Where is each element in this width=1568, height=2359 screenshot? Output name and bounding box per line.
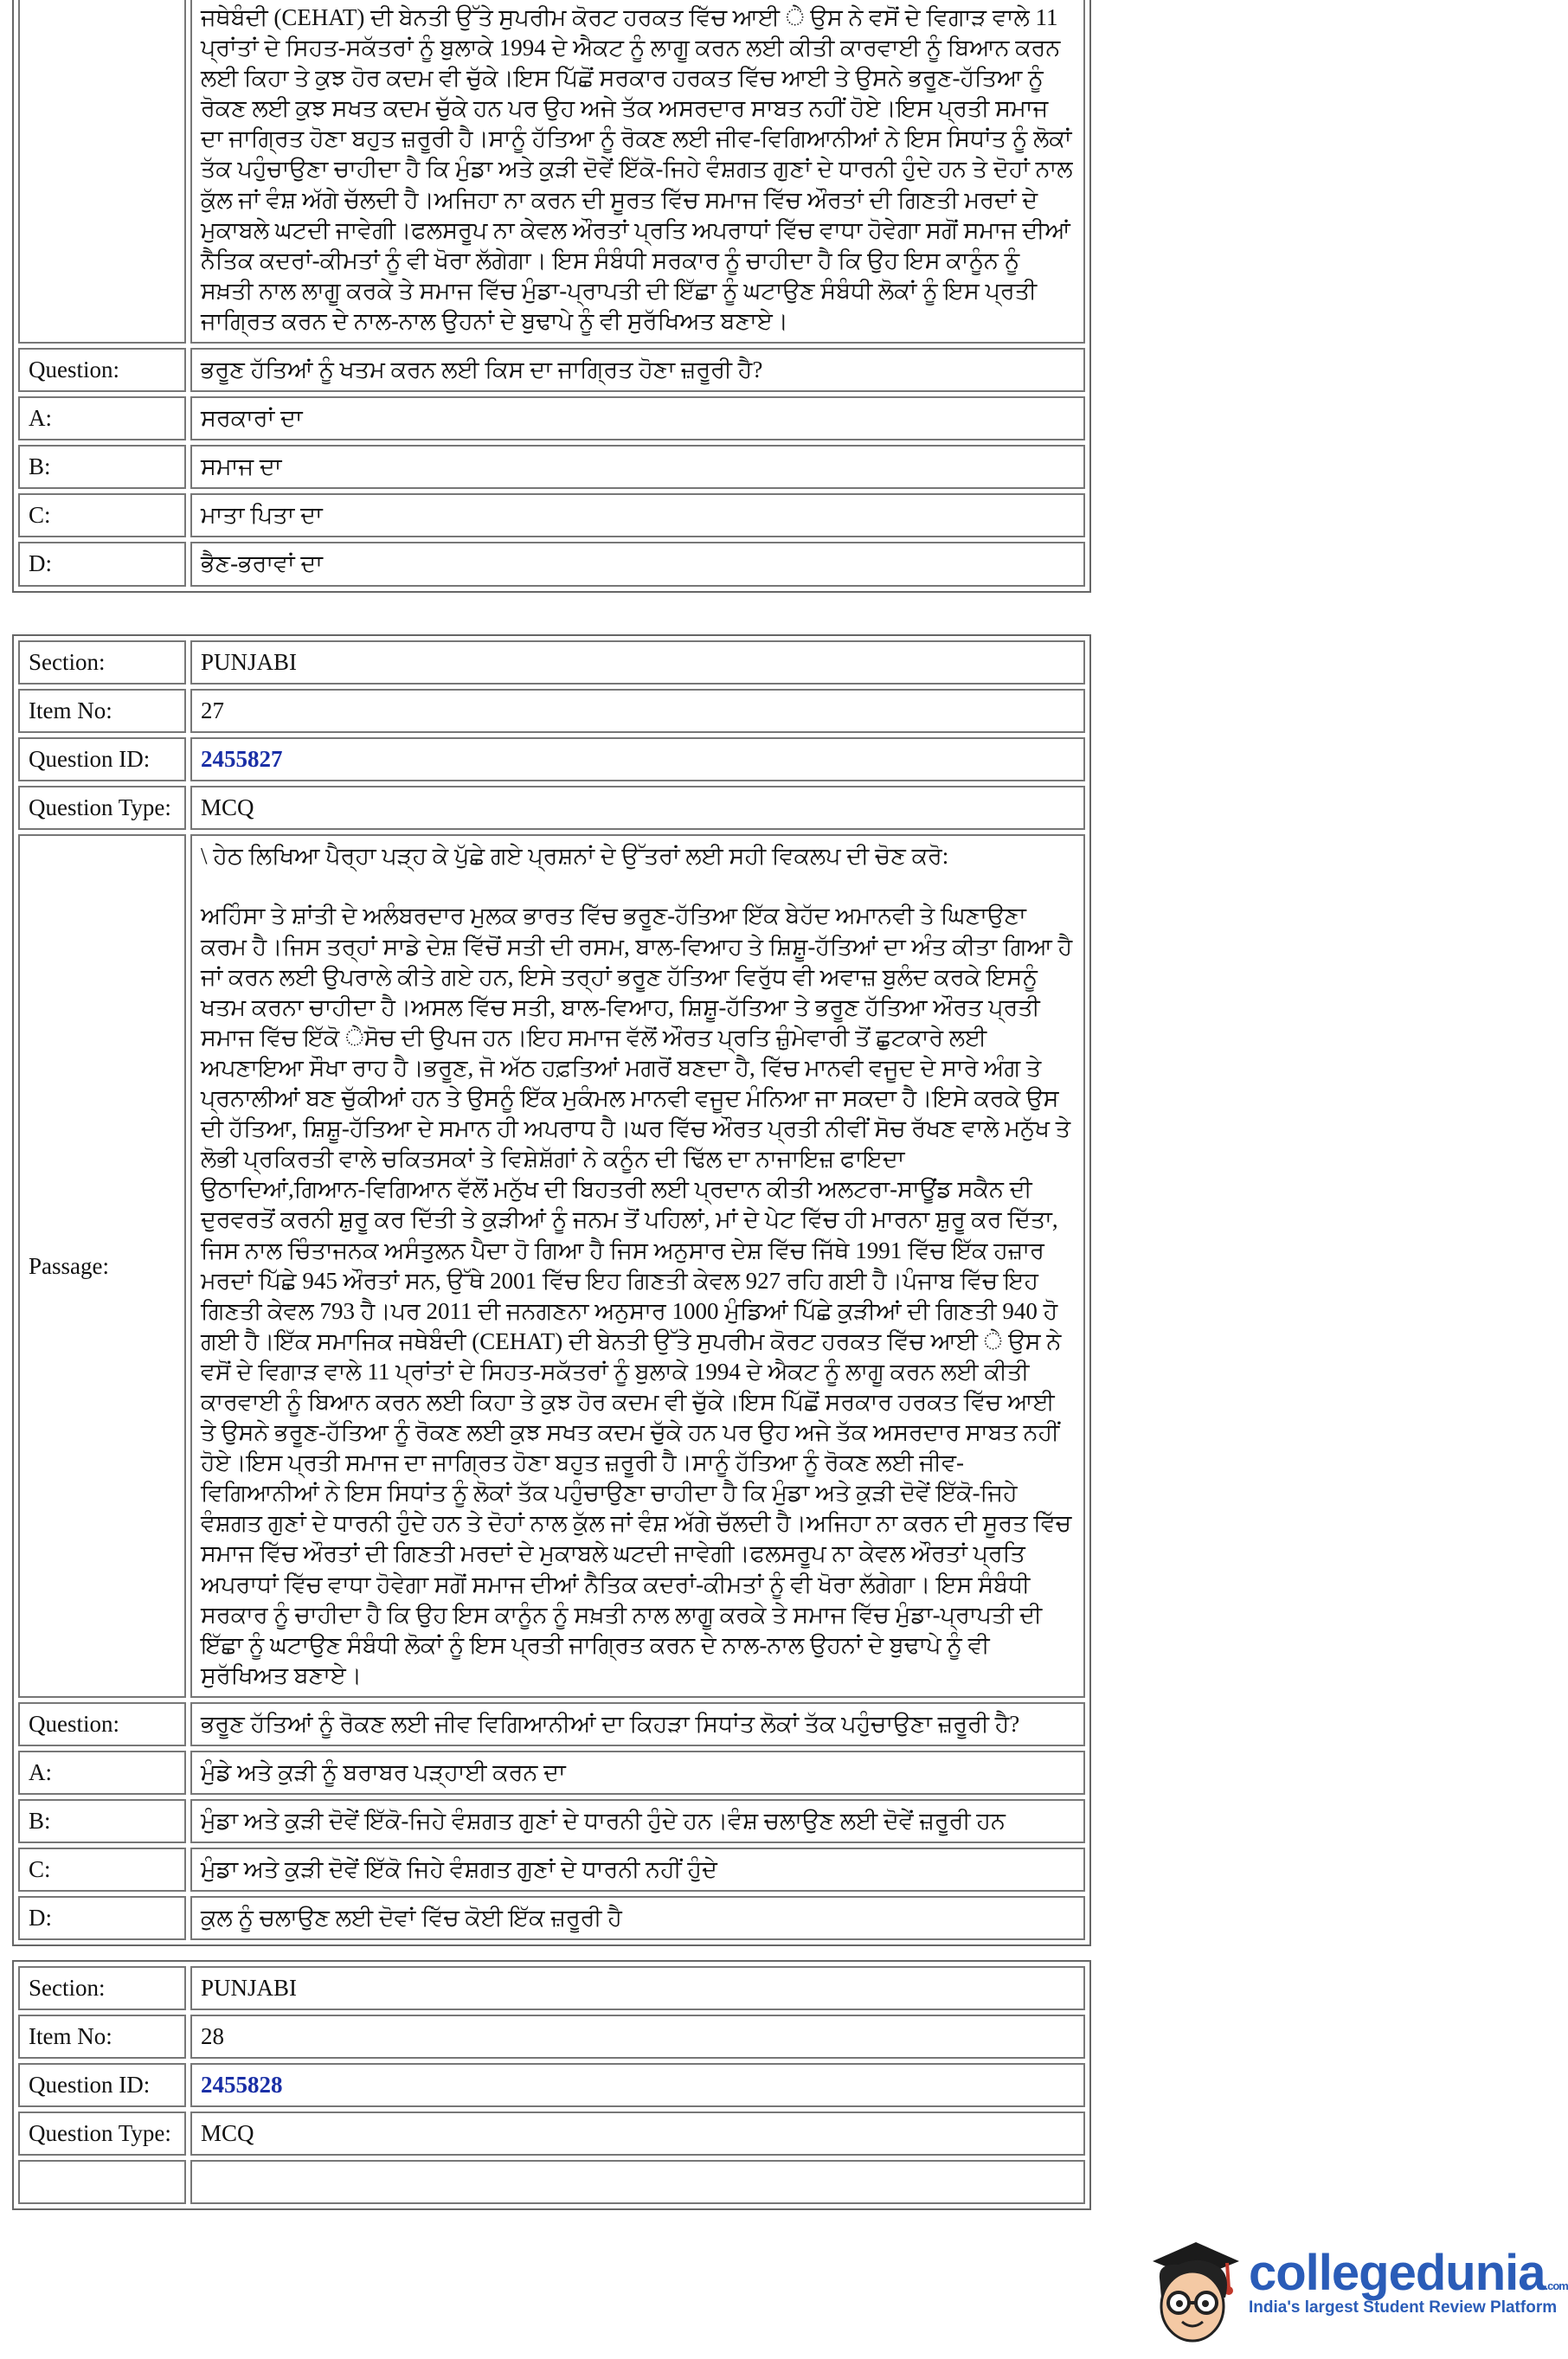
question-block-26	[12, 0, 1091, 593]
question-label: Question:	[18, 348, 186, 392]
passage-cell	[190, 2160, 1085, 2204]
option-text: ਮੁੰਡਾ ਅਤੇ ਕੁੜੀ ਦੋਵੇਂ ਇੱਕੋ ਜਿਹੇ ਵੰਸ਼ਗਤ ਗੁਣਾਂ ਦੇ ਧਾਰਨੀ ਨਹੀਂ ਹੁੰਦੇ	[190, 1848, 1085, 1892]
question-type-row	[18, 786, 1085, 830]
brand-tagline: India's largest Student Review Platform	[1249, 2298, 1558, 2317]
section-value: PUNJABI	[190, 1966, 1085, 2010]
option-row-a	[18, 1751, 1085, 1795]
option-label: A:	[18, 1751, 186, 1795]
question-block-27	[12, 634, 1091, 1946]
passage-instruction: \ ਹੇਠ ਲਿਖਿਆ ਪੈਰ੍ਹਾ ਪੜ੍ਹ ਕੇ ਪੁੱਛੇ ਗਏ ਪ੍ਰਸ਼ਨਾਂ ਦੇ ਉੱਤਰਾਂ ਲਈ ਸਹੀ ਵਿਕਲਪ ਦੀ ਚੋਣ ਕਰੋ:	[201, 843, 949, 870]
question-type-row	[18, 2112, 1085, 2156]
question-text: ਭਰੂਣ ਹੱਤਿਆਂ ਨੂੰ ਰੋਕਣ ਲਈ ਜੀਵ ਵਿਗਿਆਨੀਆਂ ਦਾ ਕਿਹੜਾ ਸਿਧਾਂਤ ਲੋਕਾਂ ਤੱਕ ਪਹੁੰਚਾਉਣਾ ਜ਼ਰੂਰੀ ਹੈ?	[190, 1702, 1085, 1746]
option-text: ਕੁਲ ਨੂੰ ਚਲਾਉਣ ਲਈ ਦੋਵਾਂ ਵਿੱਚ ਕੋਈ ਇੱਕ ਜ਼ਰੂਰੀ ਹੈ	[190, 1896, 1085, 1940]
question-type-label: Question Type:	[18, 786, 186, 830]
section-row	[18, 1966, 1085, 2010]
passage-row	[18, 834, 1085, 1698]
item-no-value: 27	[190, 689, 1085, 733]
question-text: ਭਰੂਣ ਹੱਤਿਆਂ ਨੂੰ ਖਤਮ ਕਰਨ ਲਈ ਕਿਸ ਦਾ ਜਾਗ੍ਰਿਤ ਹੋਣਾ ਜ਼ਰੂਰੀ ਹੈ?	[190, 348, 1085, 392]
passage-cell	[190, 0, 1085, 344]
question-id-label: Question ID:	[18, 2063, 186, 2107]
passage-label: Passage:	[18, 834, 186, 1698]
section-label: Section:	[18, 640, 186, 685]
question-id-row	[18, 737, 1085, 781]
question-id-value: 2455828	[201, 2072, 283, 2099]
brand-suffix: .com	[1545, 2279, 1568, 2292]
passage-text: ਅਹਿੰਸਾ ਤੇ ਸ਼ਾਂਤੀ ਦੇ ਅਲੰਬਰਦਾਰ ਮੁਲਕ ਭਾਰਤ ਵਿੱਚ ਭਰੂਣ-ਹੱਤਿਆ ਇੱਕ ਬੇਹੱਦ ਅਮਾਨਵੀ ਤੇ ਘਿਣਾਉਣਾ ਕਰਮ ਹੈ।ਜਿਸ ਤਰ੍ਹਾਂ ਸਾਡੇ ਦੇਸ਼ ਵਿੱਚੋਂ ਸਤੀ ਦੀ ਰਸਮ, ਬਾਲ-ਵਿਆਹ ਤੇ ਸ਼ਿਸ਼ੂ-ਹੱਤਿਆਂ ਦਾ ਅੰਤ ਕੀਤਾ ਗਿਆ ਹੈ ਜਾਂ ਕਰਨ ਲਈ ਉਪਰਾਲੇ ਕੀਤੇ ਗਏ ਹਨ, ਇਸੇ ਤਰ੍ਹਾਂ ਭਰੂਣ ਹੱਤਿਆ ਵਿਰੁੱਧ ਵੀ ਅਵਾਜ਼ ਬੁਲੰਦ ਕਰਕੇ ਇਸਨੂੰ ਖਤਮ ਕਰਨਾ ਚਾਹੀਦਾ ਹੈ।ਅਸਲ ਵਿੱਚ ਸਤੀ, ਬਾਲ-ਵਿਆਹ, ਸ਼ਿਸ਼ੂ-ਹੱਤਿਆ ਤੇ ਭਰੂਣ ਹੱਤਿਆ ਔਰਤ ਪ੍ਰਤੀ ਸਮਾਜ ਵਿੱਚ ਇੱਕੋ ੇਸੋਚ ਦੀ ਉਪਜ ਹਨ।ਇਹ ਸਮਾਜ ਵੱਲੋਂ ਔਰਤ ਪ੍ਰਤਿ ਜ਼ੁੰਮੇਵਾਰੀ ਤੋਂ ਛੁਟਕਾਰੇ ਲਈ ਅਪਣਾਇਆ ਸੌਖਾ ਰਾਹ ਹੈ।ਭਰੂਣ, ਜੋ ਅੱਠ ਹਫ਼ਤਿਆਂ ਮਗਰੋਂ ਬਣਦਾ ਹੈ, ਵਿੱਚ ਮਾਨਵੀ ਵਜੂਦ ਦੇ ਸਾਰੇ ਅੰਗ ਤੇ ਪ੍ਰਨਾਲੀਆਂ ਬਣ ਚੁੱਕੀਆਂ ਹਨ ਤੇ ਉਸਨੂੰ ਇੱਕ ਮੁਕੰਮਲ ਮਾਨਵੀ ਵਜੂਦ ਮੰਨਿਆ ਜਾ ਸਕਦਾ ਹੈ।ਇਸੇ ਕਰਕੇ ਉਸ ਦੀ ਹੱਤਿਆ, ਸ਼ਿਸ਼ੂ-ਹੱਤਿਆ ਦੇ ਸਮਾਨ ਹੀ ਅਪਰਾਧ ਹੈ।ਘਰ ਵਿੱਚ ਔਰਤ ਪ੍ਰਤੀ ਨੀਵੀਂ ਸੋਚ ਰੱਖਣ ਵਾਲੇ ਮਨੁੱਖ ਤੇ ਲੋਭੀ ਪ੍ਰਕਿਰਤੀ ਵਾਲੇ ਚਕਿਤਸਕਾਂ ਤੇ ਵਿਸ਼ੇਸ਼ੱਗਾਂ ਨੇ ਕਨੂੰਨ ਦੀ ਢਿੱਲ ਦਾ ਨਾਜਾਇਜ਼ ਫਾਇਦਾ ਉਠਾਦਿਆਂ,ਗਿਆਨ-ਵਿਗਿਆਨ ਵੱਲੋਂ ਮਨੁੱਖ ਦੀ ਬਿਹਤਰੀ ਲਈ ਪ੍ਰਦਾਨ ਕੀਤੀ ਅਲਟਰਾ-ਸਾਊਂਡ ਸਕੈਨ ਦੀ ਦੁਰਵਰਤੋਂ ਕਰਨੀ ਸ਼ੁਰੂ ਕਰ ਦਿੱਤੀ ਤੇ ਕੁੜੀਆਂ ਨੂੰ ਜਨਮ ਤੋਂ ਪਹਿਲਾਂ, ਮਾਂ ਦੇ ਪੇਟ ਵਿੱਚ ਹੀ ਮਾਰਨਾ ਸ਼ੁਰੂ ਕਰ ਦਿੱਤਾ, ਜਿਸ ਨਾਲ ਚਿੰਤਾਜਨਕ ਅਸੰਤੁਲਨ ਪੈਦਾ ਹੋ ਗਿਆ ਹੈ ਜਿਸ ਅਨੁਸਾਰ ਦੇਸ਼ ਵਿੱਚ ਜਿੱਥੇ 1991 ਵਿੱਚ ਇੱਕ ਹਜ਼ਾਰ ਮਰਦਾਂ ਪਿੱਛੇ 945 ਔਰਤਾਂ ਸਨ, ਉੱਥੇ 2001 ਵਿੱਚ ਇਹ ਗਿਣਤੀ ਕੇਵਲ 927 ਰਹਿ ਗਈ ਹੈ।ਪੰਜਾਬ ਵਿੱਚ ਇਹ ਗਿਣਤੀ ਕੇਵਲ 793 ਹੈ।ਪਰ 2011 ਦੀ ਜਨਗਣਨਾ ਅਨੁਸਾਰ 1000 ਮੁੰਡਿਆਂ ਪਿੱਛੇ ਕੁੜੀਆਂ ਦੀ ਗਿਣਤੀ 940 ਹੋ ਗਈ ਹੈ।ਇੱਕ ਸਮਾਜਿਕ ਜਥੇਬੰਦੀ (CEHAT) ਦੀ ਬੇਨਤੀ ਉੱਤੇ ਸੁਪਰੀਮ ਕੋਰਟ ਹਰਕਤ ਵਿੱਚ ਆਈ ੇ ਉਸ ਨੇ ਵਸੋਂ ਦੇ ਵਿਗਾੜ ਵਾਲੇ 11 ਪ੍ਰਾਂਤਾਂ ਦੇ ਸਿਹਤ-ਸਕੱਤਰਾਂ ਨੂੰ ਬੁਲਾਕੇ 1994 ਦੇ ਐਕਟ ਨੂੰ ਲਾਗੂ ਕਰਨ ਲਈ ਕੀਤੀ ਕਾਰਵਾਈ ਨੂੰ ਬਿਆਨ ਕਰਨ ਲਈ ਕਿਹਾ ਤੇ ਕੁਝ ਹੋਰ ਕਦਮ ਵੀ ਚੁੱਕੇ।ਇਸ ਪਿੱਛੋਂ ਸਰਕਾਰ ਹਰਕਤ ਵਿੱਚ ਆਈ ਤੇ ਉਸਨੇ ਭਰੂਣ-ਹੱਤਿਆ ਨੂੰ ਰੋਕਣ ਲਈ ਕੁਝ ਸਖਤ ਕਦਮ ਚੁੱਕੇ ਹਨ ਪਰ ਉਹ ਅਜੇ ਤੱਕ ਅਸਰਦਾਰ ਸਾਬਤ ਨਹੀਂ ਹੋਏ।ਇਸ ਪ੍ਰਤੀ ਸਮਾਜ ਦਾ ਜਾਗ੍ਰਿਤ ਹੋਣਾ ਬਹੁਤ ਜ਼ਰੂਰੀ ਹੈ।ਸਾਨੂੰ ਹੱਤਿਆ ਨੂੰ ਰੋਕਣ ਲਈ ਜੀਵ-ਵਿਗਿਆਨੀਆਂ ਨੇ ਇਸ ਸਿਧਾਂਤ ਨੂੰ ਲੋਕਾਂ ਤੱਕ ਪਹੁੰਚਾਉਣਾ ਚਾਹੀਦਾ ਹੈ ਕਿ ਮੁੰਡਾ ਅਤੇ ਕੁੜੀ ਦੋਵੇਂ ਇੱਕੋ-ਜਿਹੇ ਵੰਸ਼ਗਤ ਗੁਣਾਂ ਦੇ ਧਾਰਨੀ ਹੁੰਦੇ ਹਨ ਤੇ ਦੋਹਾਂ ਨਾਲ ਕੁੱਲ ਜਾਂ ਵੰਸ਼ ਅੱਗੇ ਚੱਲਦੀ ਹੈ।ਅਜਿਹਾ ਨਾ ਕਰਨ ਦੀ ਸੂਰਤ ਵਿੱਚ ਸਮਾਜ ਵਿੱਚ ਔਰਤਾਂ ਦੀ ਗਿਣਤੀ ਮਰਦਾਂ ਦੇ ਮੁਕਾਬਲੇ ਘਟਦੀ ਜਾਵੇਗੀ।ਫਲਸਰੂਪ ਨਾ ਕੇਵਲ ਔਰਤਾਂ ਪ੍ਰਤਿ ਅਪਰਾਧਾਂ ਵਿੱਚ ਵਾਧਾ ਹੋਵੇਗਾ ਸਗੋਂ ਸਮਾਜ ਦੀਆਂ ਨੈਤਿਕ ਕਦਰਾਂ-ਕੀਮਤਾਂ ਨੂੰ ਵੀ ਖੋਰਾ ਲੱਗੇਗਾ। ਇਸ ਸੰਬੰਧੀ ਸਰਕਾਰ ਨੂੰ ਚਾਹੀਦਾ ਹੈ ਕਿ ਉਹ ਇਸ ਕਾਨੂੰਨ ਨੂੰ ਸਖ਼ਤੀ ਨਾਲ ਲਾਗੂ ਕਰਕੇ ਤੇ ਸਮਾਜ ਵਿੱਚ ਮੁੰਡਾ-ਪ੍ਰਾਪਤੀ ਦੀ ਇੱਛਾ ਨੂੰ ਘਟਾਉਣ ਸੰਬੰਧੀ ਲੋਕਾਂ ਨੂੰ ਇਸ ਪ੍ਰਤੀ ਜਾਗ੍ਰਿਤ ਕਰਨ ਦੇ ਨਾਲ-ਨਾਲ ਉਹਨਾਂ ਦੇ ਬੁਢਾਪੇ ਨੂੰ ਵੀ ਸੁਰੱਖਿਅਤ ਬਣਾਏ।	[201, 903, 1073, 1688]
option-row-c	[18, 493, 1085, 537]
item-no-value: 28	[190, 2015, 1085, 2059]
option-label: D:	[18, 542, 186, 586]
item-no-row	[18, 689, 1085, 733]
item-no-row	[18, 2015, 1085, 2059]
option-text: ਮੁੰਡੇ ਅਤੇ ਕੁੜੀ ਨੂੰ ਬਰਾਬਰ ਪੜ੍ਹਾਈ ਕਰਨ ਦਾ	[190, 1751, 1085, 1795]
section-row	[18, 640, 1085, 685]
question-row	[18, 348, 1085, 392]
option-label: C:	[18, 493, 186, 537]
question-type-label: Question Type:	[18, 2112, 186, 2156]
collegedunia-logo	[1141, 2228, 1568, 2358]
question-id-cell	[190, 2063, 1085, 2107]
option-row-b	[18, 1799, 1085, 1843]
question-id-cell	[190, 737, 1085, 781]
question-row	[18, 1702, 1085, 1746]
question-type-value: MCQ	[190, 2112, 1085, 2156]
passage-cell	[190, 834, 1085, 1698]
option-text: ਮੁੰਡਾ ਅਤੇ ਕੁੜੀ ਦੋਵੇਂ ਇੱਕੋ-ਜਿਹੇ ਵੰਸ਼ਗਤ ਗੁਣਾਂ ਦੇ ਧਾਰਨੀ ਹੁੰਦੇ ਹਨ।ਵੰਸ਼ ਚਲਾਉਣ ਲਈ ਦੋਵੇਂ ਜ਼ਰੂਰੀ ਹਨ	[190, 1799, 1085, 1843]
question-table-28	[12, 1960, 1091, 2210]
student-mascot-icon	[1141, 2228, 1244, 2358]
option-text: ਸਰਕਾਰਾਂ ਦਾ	[190, 396, 1085, 440]
question-type-value: MCQ	[190, 786, 1085, 830]
section-value: PUNJABI	[190, 640, 1085, 685]
option-label: A:	[18, 396, 186, 440]
option-label: B:	[18, 445, 186, 489]
passage-label-cell	[18, 0, 186, 344]
item-no-label: Item No:	[18, 2015, 186, 2059]
option-row-b	[18, 445, 1085, 489]
question-id-label: Question ID:	[18, 737, 186, 781]
option-text: ਸਮਾਜ ਦਾ	[190, 445, 1085, 489]
option-label: B:	[18, 1799, 186, 1843]
question-id-row	[18, 2063, 1085, 2107]
option-row-d	[18, 542, 1085, 586]
logo-text	[1249, 2244, 1568, 2317]
option-text: ਭੈਣ-ਭਰਾਵਾਂ ਦਾ	[190, 542, 1085, 586]
section-label: Section:	[18, 1966, 186, 2010]
option-text: ਮਾਤਾ ਪਿਤਾ ਦਾ	[190, 493, 1085, 537]
option-row-a	[18, 396, 1085, 440]
question-table-27	[12, 634, 1091, 1946]
question-label: Question:	[18, 1702, 186, 1746]
passage-label-cell	[18, 2160, 186, 2204]
passage-row	[18, 0, 1085, 344]
option-row-c	[18, 1848, 1085, 1892]
question-id-value: 2455827	[201, 746, 283, 773]
brand-wordmark	[1249, 2244, 1568, 2302]
brand-name: collegedunia	[1249, 2245, 1546, 2301]
option-label: C:	[18, 1848, 186, 1892]
question-block-28	[12, 1960, 1091, 2188]
option-label: D:	[18, 1896, 186, 1940]
passage-row	[18, 2160, 1085, 2204]
option-row-d	[18, 1896, 1085, 1940]
passage-text: ਜਥੇਬੰਦੀ (CEHAT) ਦੀ ਬੇਨਤੀ ਉੱਤੇ ਸੁਪਰੀਮ ਕੋਰਟ ਹਰਕਤ ਵਿੱਚ ਆਈ ੇ ਉਸ ਨੇ ਵਸੋਂ ਦੇ ਵਿਗਾੜ ਵਾਲੇ 11 ਪ੍ਰਾਂਤਾਂ ਦੇ ਸਿਹਤ-ਸਕੱਤਰਾਂ ਨੂੰ ਬੁਲਾਕੇ 1994 ਦੇ ਐਕਟ ਨੂੰ ਲਾਗੂ ਕਰਨ ਲਈ ਕੀਤੀ ਕਾਰਵਾਈ ਨੂੰ ਬਿਆਨ ਕਰਨ ਲਈ ਕਿਹਾ ਤੇ ਕੁਝ ਹੋਰ ਕਦਮ ਵੀ ਚੁੱਕੇ।ਇਸ ਪਿੱਛੋਂ ਸਰਕਾਰ ਹਰਕਤ ਵਿੱਚ ਆਈ ਤੇ ਉਸਨੇ ਭਰੂਣ-ਹੱਤਿਆ ਨੂੰ ਰੋਕਣ ਲਈ ਕੁਝ ਸਖਤ ਕਦਮ ਚੁੱਕੇ ਹਨ ਪਰ ਉਹ ਅਜੇ ਤੱਕ ਅਸਰਦਾਰ ਸਾਬਤ ਨਹੀਂ ਹੋਏ।ਇਸ ਪ੍ਰਤੀ ਸਮਾਜ ਦਾ ਜਾਗ੍ਰਿਤ ਹੋਣਾ ਬਹੁਤ ਜ਼ਰੂਰੀ ਹੈ।ਸਾਨੂੰ ਹੱਤਿਆ ਨੂੰ ਰੋਕਣ ਲਈ ਜੀਵ-ਵਿਗਿਆਨੀਆਂ ਨੇ ਇਸ ਸਿਧਾਂਤ ਨੂੰ ਲੋਕਾਂ ਤੱਕ ਪਹੁੰਚਾਉਣਾ ਚਾਹੀਦਾ ਹੈ ਕਿ ਮੁੰਡਾ ਅਤੇ ਕੁੜੀ ਦੋਵੇਂ ਇੱਕੋ-ਜਿਹੇ ਵੰਸ਼ਗਤ ਗੁਣਾਂ ਦੇ ਧਾਰਨੀ ਹੁੰਦੇ ਹਨ ਤੇ ਦੋਹਾਂ ਨਾਲ ਕੁੱਲ ਜਾਂ ਵੰਸ਼ ਅੱਗੇ ਚੱਲਦੀ ਹੈ।ਅਜਿਹਾ ਨਾ ਕਰਨ ਦੀ ਸੂਰਤ ਵਿੱਚ ਸਮਾਜ ਵਿੱਚ ਔਰਤਾਂ ਦੀ ਗਿਣਤੀ ਮਰਦਾਂ ਦੇ ਮੁਕਾਬਲੇ ਘਟਦੀ ਜਾਵੇਗੀ।ਫਲਸਰੂਪ ਨਾ ਕੇਵਲ ਔਰਤਾਂ ਪ੍ਰਤਿ ਅਪਰਾਧਾਂ ਵਿੱਚ ਵਾਧਾ ਹੋਵੇਗਾ ਸਗੋਂ ਸਮਾਜ ਦੀਆਂ ਨੈਤਿਕ ਕਦਰਾਂ-ਕੀਮਤਾਂ ਨੂੰ ਵੀ ਖੋਰਾ ਲੱਗੇਗਾ। ਇਸ ਸੰਬੰਧੀ ਸਰਕਾਰ ਨੂੰ ਚਾਹੀਦਾ ਹੈ ਕਿ ਉਹ ਇਸ ਕਾਨੂੰਨ ਨੂੰ ਸਖ਼ਤੀ ਨਾਲ ਲਾਗੂ ਕਰਕੇ ਤੇ ਸਮਾਜ ਵਿੱਚ ਮੁੰਡਾ-ਪ੍ਰਾਪਤੀ ਦੀ ਇੱਛਾ ਨੂੰ ਘਟਾਉਣ ਸੰਬੰਧੀ ਲੋਕਾਂ ਨੂੰ ਇਸ ਪ੍ਰਤੀ ਜਾਗ੍ਰਿਤ ਕਰਨ ਦੇ ਨਾਲ-ਨਾਲ ਉਹਨਾਂ ਦੇ ਬੁਢਾਪੇ ਨੂੰ ਵੀ ਸੁਰੱਖਿਅਤ ਬਣਾਏ।	[201, 4, 1073, 334]
question-table-26	[12, 0, 1091, 593]
item-no-label: Item No:	[18, 689, 186, 733]
